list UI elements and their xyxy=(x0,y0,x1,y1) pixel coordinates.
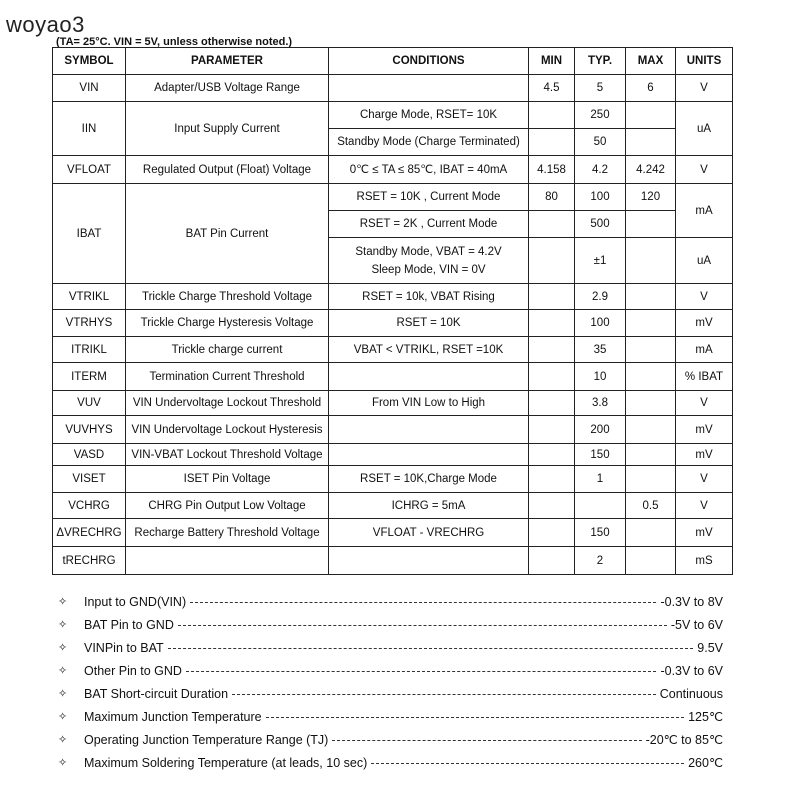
header-parameter: PARAMETER xyxy=(126,48,329,75)
cell-typ: ±1 xyxy=(575,238,626,284)
rating-label: Maximum Soldering Temperature (at leads, 10 sec) xyxy=(84,755,368,770)
cell-typ xyxy=(575,493,626,519)
cell-conditions xyxy=(329,238,529,284)
cell-max xyxy=(626,211,676,238)
cell-parameter: VIN Undervoltage Lockout Hysteresis xyxy=(126,416,329,444)
cell-typ: 35 xyxy=(575,337,626,363)
cell-parameter: Regulated Output (Float) Voltage xyxy=(126,156,329,184)
table-row xyxy=(53,466,733,493)
cell-conditions: VFLOAT - VRECHRG xyxy=(329,519,529,547)
cell-min xyxy=(529,444,575,466)
bullet-diamond-icon: ✧ xyxy=(58,642,68,654)
cell-units: V xyxy=(676,284,733,310)
leader-dashes xyxy=(371,763,684,764)
bullet-diamond-icon: ✧ xyxy=(58,665,68,677)
conditions-line-1: Standby Mode, VBAT = 4.2V xyxy=(355,245,502,258)
cell-typ: 5 xyxy=(575,75,626,102)
cell-typ: 200 xyxy=(575,416,626,444)
cell-min xyxy=(529,102,575,129)
rating-label: BAT Short-circuit Duration xyxy=(84,686,229,701)
cell-conditions: ICHRG = 5mA xyxy=(329,493,529,519)
leader-dashes xyxy=(178,625,667,626)
conditions-line-2: Sleep Mode, VIN = 0V xyxy=(371,263,486,276)
cell-conditions xyxy=(329,444,529,466)
cell-min xyxy=(529,211,575,238)
cell-min xyxy=(529,337,575,363)
cell-parameter: Input Supply Current xyxy=(126,102,329,156)
header-units: UNITS xyxy=(676,48,733,75)
cell-parameter xyxy=(126,547,329,575)
cell-units: mV xyxy=(676,416,733,444)
cell-min xyxy=(529,466,575,493)
leader-dashes xyxy=(186,671,657,672)
rating-value: 9.5V xyxy=(697,640,723,655)
cell-max xyxy=(626,519,676,547)
cell-parameter: ISET Pin Voltage xyxy=(126,466,329,493)
table-row xyxy=(53,493,733,519)
cell-units: V xyxy=(676,156,733,184)
header-conditions: CONDITIONS xyxy=(329,48,529,75)
cell-max xyxy=(626,363,676,391)
header-max: MAX xyxy=(626,48,676,75)
cell-typ: 10 xyxy=(575,363,626,391)
cell-min xyxy=(529,238,575,284)
cell-symbol: tRECHRG xyxy=(53,547,126,575)
rating-value: 125℃ xyxy=(688,710,723,724)
bullet-diamond-icon: ✧ xyxy=(58,596,68,608)
cell-typ: 500 xyxy=(575,211,626,238)
cell-min: 4.158 xyxy=(529,156,575,184)
cell-max xyxy=(626,444,676,466)
cell-min xyxy=(529,519,575,547)
cell-symbol: VCHRG xyxy=(53,493,126,519)
cell-parameter: BAT Pin Current xyxy=(126,184,329,284)
cell-min: 4.5 xyxy=(529,75,575,102)
cell-typ: 3.8 xyxy=(575,391,626,416)
cell-typ: 150 xyxy=(575,444,626,466)
cell-max: 4.242 xyxy=(626,156,676,184)
cell-max xyxy=(626,102,676,129)
cell-conditions: RSET = 10K , Current Mode xyxy=(329,184,529,211)
cell-max: 0.5 xyxy=(626,493,676,519)
cell-min xyxy=(529,310,575,337)
table-row xyxy=(53,284,733,310)
leader-dashes xyxy=(190,602,656,603)
cell-max: 120 xyxy=(626,184,676,211)
leader-dashes xyxy=(332,740,641,741)
cell-max xyxy=(626,391,676,416)
rating-value: 260℃ xyxy=(688,756,723,770)
header-typ: TYP. xyxy=(575,48,626,75)
cell-max xyxy=(626,416,676,444)
cell-symbol: VTRHYS xyxy=(53,310,126,337)
rating-value: -0.3V to 6V xyxy=(660,663,723,678)
rating-label: Maximum Junction Temperature xyxy=(84,709,262,724)
cell-typ: 4.2 xyxy=(575,156,626,184)
cell-units: mV xyxy=(676,519,733,547)
cell-parameter: Termination Current Threshold xyxy=(126,363,329,391)
cell-parameter: Adapter/USB Voltage Range xyxy=(126,75,329,102)
cell-max xyxy=(626,310,676,337)
bullet-diamond-icon: ✧ xyxy=(58,688,68,700)
cell-symbol: VUVHYS xyxy=(53,416,126,444)
cell-symbol: VIN xyxy=(53,75,126,102)
cell-conditions: RSET = 10K,Charge Mode xyxy=(329,466,529,493)
bullet-diamond-icon: ✧ xyxy=(58,757,68,769)
cell-min xyxy=(529,416,575,444)
list-item xyxy=(58,636,723,659)
cell-min xyxy=(529,363,575,391)
table-row xyxy=(53,391,733,416)
rating-value: -0.3V to 8V xyxy=(660,594,723,609)
cell-conditions: Standby Mode (Charge Terminated) xyxy=(329,129,529,156)
cell-typ: 2.9 xyxy=(575,284,626,310)
cell-conditions: RSET = 10k, VBAT Rising xyxy=(329,284,529,310)
table-row xyxy=(53,363,733,391)
bullet-diamond-icon: ✧ xyxy=(58,734,68,746)
cell-typ: 2 xyxy=(575,547,626,575)
cell-max xyxy=(626,466,676,493)
cell-conditions: RSET = 10K xyxy=(329,310,529,337)
cell-units: mA xyxy=(676,337,733,363)
cell-units: uA xyxy=(676,238,733,284)
rating-label: Other Pin to GND xyxy=(84,663,182,678)
cell-symbol: ITRIKL xyxy=(53,337,126,363)
cell-typ: 1 xyxy=(575,466,626,493)
cell-max xyxy=(626,284,676,310)
cell-symbol: ΔVRECHRG xyxy=(53,519,126,547)
rating-value: Continuous xyxy=(659,686,723,701)
cell-min: 80 xyxy=(529,184,575,211)
cell-symbol: VFLOAT xyxy=(53,156,126,184)
list-item xyxy=(58,590,723,613)
table-header-row xyxy=(53,48,733,75)
cell-conditions: Charge Mode, RSET= 10K xyxy=(329,102,529,129)
bullet-diamond-icon: ✧ xyxy=(58,619,68,631)
leader-dashes xyxy=(232,694,656,695)
cell-max xyxy=(626,337,676,363)
leader-dashes xyxy=(168,648,694,649)
table-row xyxy=(53,156,733,184)
cell-parameter: CHRG Pin Output Low Voltage xyxy=(126,493,329,519)
table-row xyxy=(53,416,733,444)
cell-min xyxy=(529,493,575,519)
cell-symbol: VASD xyxy=(53,444,126,466)
table-row xyxy=(53,337,733,363)
header-min: MIN xyxy=(529,48,575,75)
cell-conditions: VBAT < VTRIKL, RSET =10K xyxy=(329,337,529,363)
cell-units: mV xyxy=(676,444,733,466)
cell-units: V xyxy=(676,391,733,416)
cell-typ: 250 xyxy=(575,102,626,129)
cell-parameter: Trickle Charge Threshold Voltage xyxy=(126,284,329,310)
cell-conditions xyxy=(329,75,529,102)
cell-conditions xyxy=(329,363,529,391)
table-row xyxy=(53,310,733,337)
list-item xyxy=(58,682,723,705)
watermark-text: woyao3 xyxy=(6,12,85,37)
cell-max xyxy=(626,238,676,284)
absolute-maximum-ratings-list xyxy=(58,590,723,774)
cell-parameter: Recharge Battery Threshold Voltage xyxy=(126,519,329,547)
cell-symbol: VUV xyxy=(53,391,126,416)
cell-units: mS xyxy=(676,547,733,575)
cell-min xyxy=(529,391,575,416)
cell-units: % IBAT xyxy=(676,363,733,391)
cell-units: mV xyxy=(676,310,733,337)
cell-min xyxy=(529,284,575,310)
cell-symbol: ITERM xyxy=(53,363,126,391)
rating-value: -20℃ to 85℃ xyxy=(645,733,723,747)
cell-max xyxy=(626,547,676,575)
cell-symbol: IIN xyxy=(53,102,126,156)
conditions-note: (TA= 25°C. VIN = 5V, unless otherwise noted.) xyxy=(56,36,293,48)
table-row xyxy=(53,102,733,129)
table-row xyxy=(53,75,733,102)
list-item xyxy=(58,705,723,728)
rating-value: -5V to 6V xyxy=(670,617,723,632)
cell-parameter: VIN Undervoltage Lockout Threshold xyxy=(126,391,329,416)
cell-conditions xyxy=(329,416,529,444)
cell-typ: 150 xyxy=(575,519,626,547)
cell-typ: 100 xyxy=(575,310,626,337)
rating-label: BAT Pin to GND xyxy=(84,617,174,632)
cell-conditions: RSET = 2K , Current Mode xyxy=(329,211,529,238)
cell-symbol: IBAT xyxy=(53,184,126,284)
bullet-diamond-icon: ✧ xyxy=(58,711,68,723)
cell-max: 6 xyxy=(626,75,676,102)
list-item xyxy=(58,659,723,682)
list-item xyxy=(58,751,723,774)
cell-typ: 50 xyxy=(575,129,626,156)
cell-conditions xyxy=(329,547,529,575)
cell-symbol: VTRIKL xyxy=(53,284,126,310)
table-row xyxy=(53,519,733,547)
header-symbol: SYMBOL xyxy=(53,48,126,75)
rating-label: VINPin to BAT xyxy=(84,640,164,655)
list-item xyxy=(58,613,723,636)
table-row xyxy=(53,184,733,211)
cell-units: V xyxy=(676,75,733,102)
cell-max xyxy=(626,129,676,156)
cell-parameter: Trickle charge current xyxy=(126,337,329,363)
cell-units: V xyxy=(676,493,733,519)
cell-min xyxy=(529,129,575,156)
rating-label: Input to GND(VIN) xyxy=(84,594,187,609)
cell-symbol: VISET xyxy=(53,466,126,493)
list-item xyxy=(58,728,723,751)
table-row xyxy=(53,547,733,575)
table-row xyxy=(53,444,733,466)
cell-parameter: VIN-VBAT Lockout Threshold Voltage xyxy=(126,444,329,466)
leader-dashes xyxy=(266,717,684,718)
cell-min xyxy=(529,547,575,575)
cell-parameter: Trickle Charge Hysteresis Voltage xyxy=(126,310,329,337)
cell-units: mA xyxy=(676,184,733,238)
electrical-characteristics-table xyxy=(52,47,733,575)
cell-units: uA xyxy=(676,102,733,156)
cell-conditions: 0℃ ≤ TA ≤ 85℃, IBAT = 40mA xyxy=(329,156,529,184)
cell-units: V xyxy=(676,466,733,493)
cell-typ: 100 xyxy=(575,184,626,211)
cell-conditions: From VIN Low to High xyxy=(329,391,529,416)
rating-label: Operating Junction Temperature Range (TJ) xyxy=(84,732,329,747)
